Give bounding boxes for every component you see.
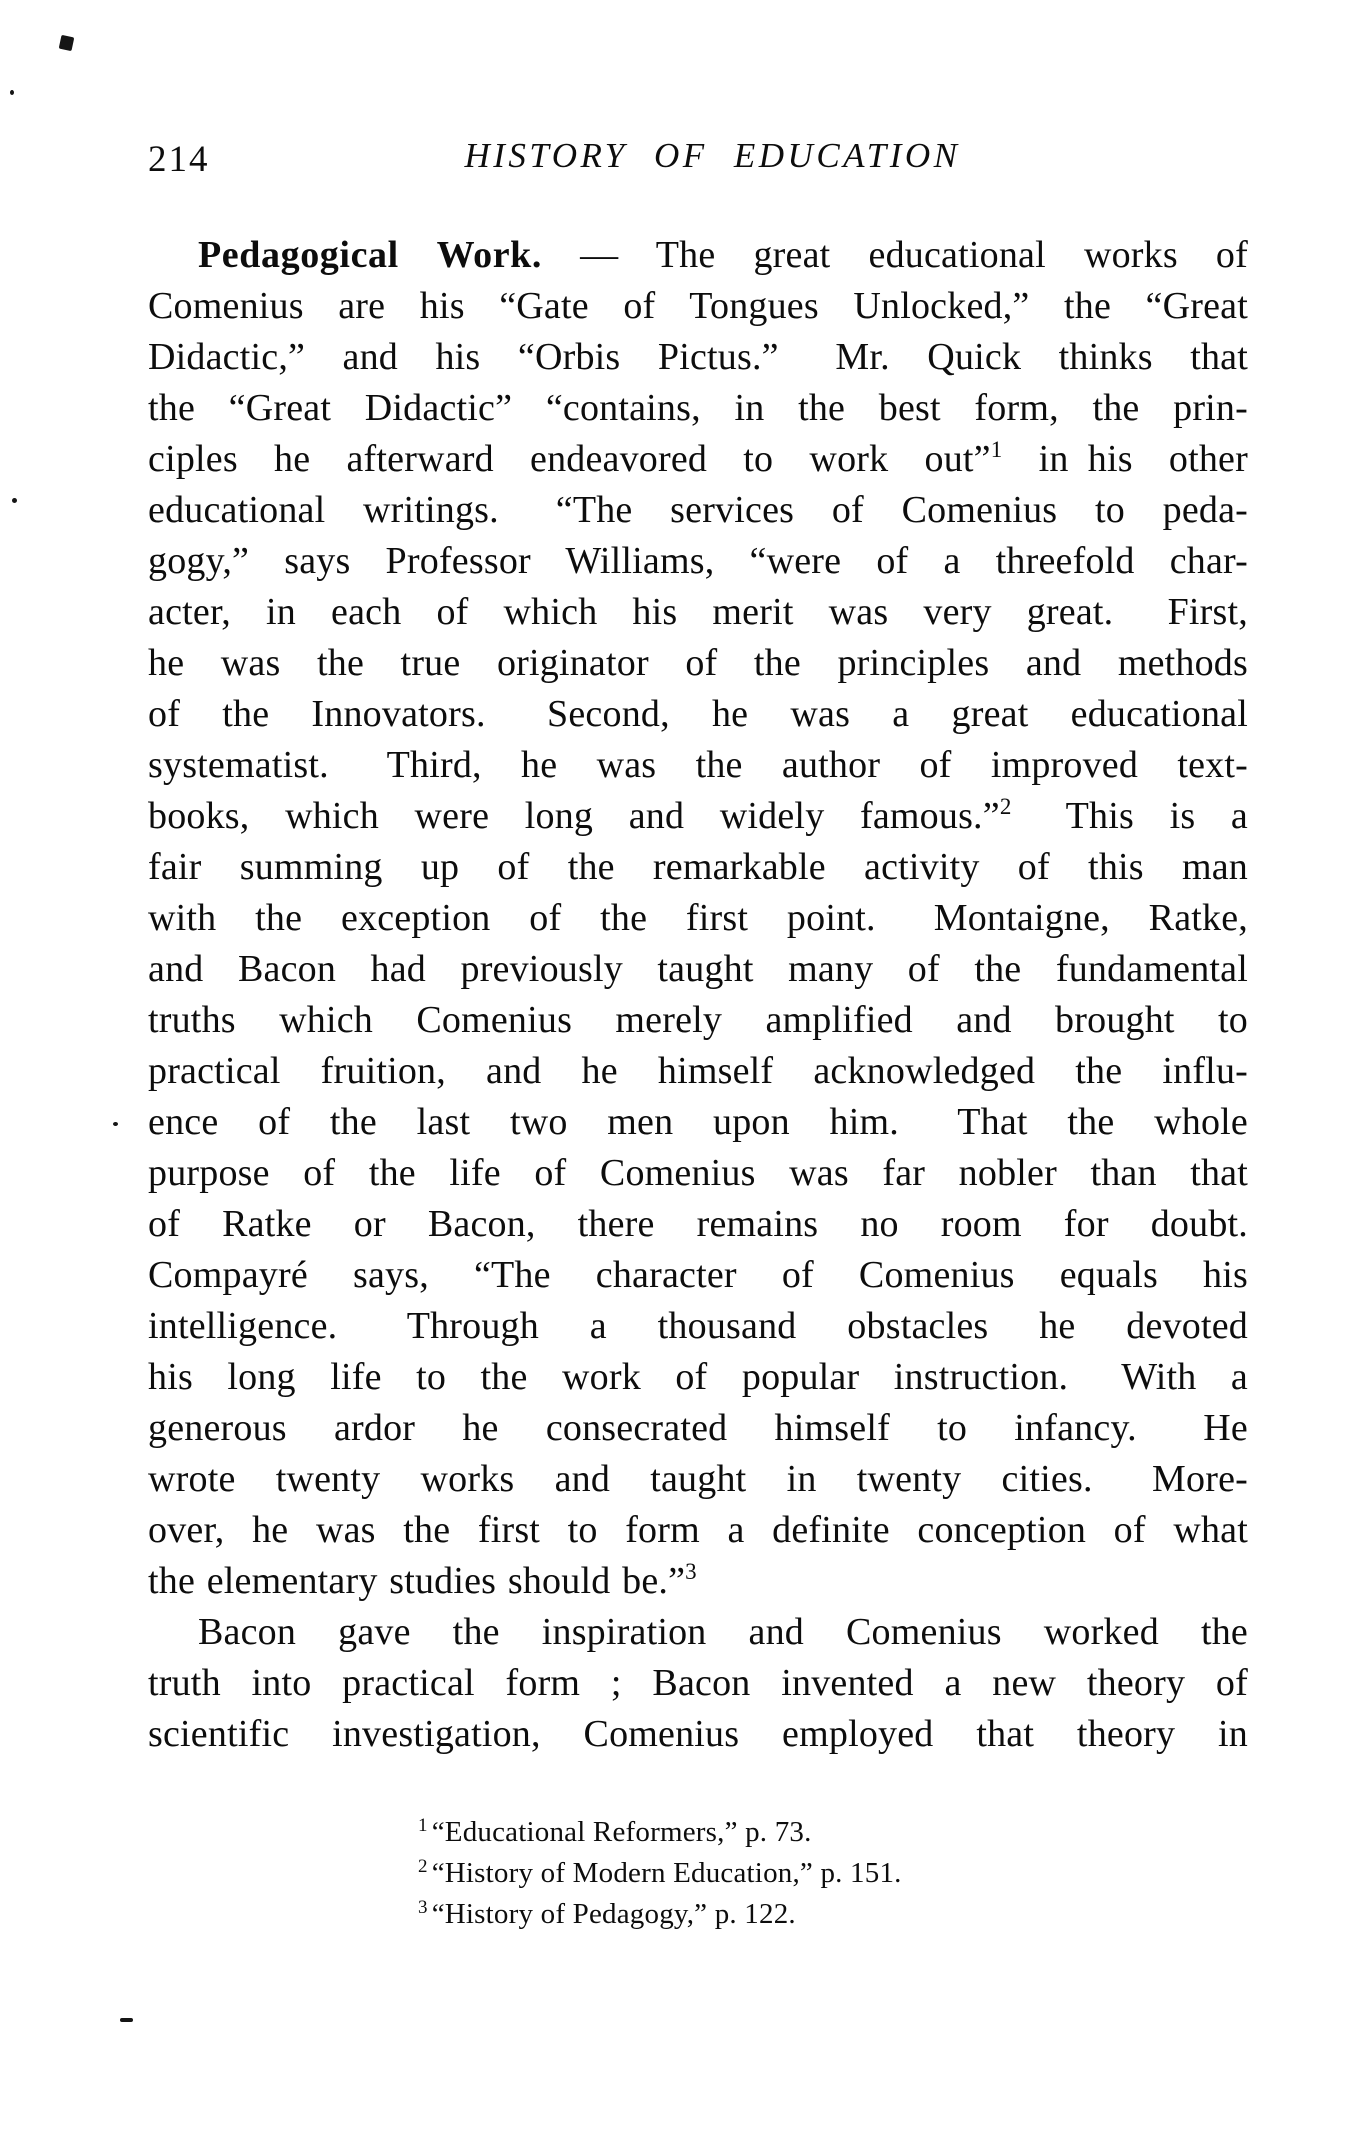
- running-head: HISTORY OF EDUCATION: [464, 136, 961, 175]
- footnote-reference: 2: [999, 794, 1012, 819]
- footnote: $^2$ “History of Modern Education,” p. 151.: [418, 1856, 902, 1889]
- text-line: the elementary studies should be.”$^3$: [148, 1559, 697, 1602]
- footnote-reference: 1: [990, 437, 1003, 462]
- text-line: wrote twenty works and taught in twenty cities. More-: [148, 1458, 1248, 1500]
- text-line: of Ratke or Bacon, there remains no room for doubt.: [148, 1203, 1248, 1245]
- text-line: ciples he afterward endeavored to work out”$^1$ in his other: [148, 437, 1248, 480]
- scan-artifact: [12, 498, 17, 503]
- text-line: truth into practical form ; Bacon invented a new theory of: [148, 1662, 1248, 1704]
- text-line: fair summing up of the remarkable activity of this man: [148, 846, 1248, 888]
- footnote-marker: 1: [418, 1815, 428, 1836]
- text-line: Pedagogical Work. — The great educational works of: [198, 234, 1248, 276]
- footnote: $^3$ “History of Pedagogy,” p. 122.: [418, 1897, 796, 1930]
- page-number: 214: [148, 139, 210, 180]
- scan-artifact: [10, 90, 14, 95]
- text-line: ence of the last two men upon him. That the whole: [148, 1101, 1248, 1143]
- scan-artifact: [59, 35, 75, 51]
- text-line: scientific investigation, Comenius employed that theory in: [148, 1713, 1248, 1755]
- text-line: with the exception of the first point. Montaigne, Ratke,: [148, 897, 1248, 939]
- text-line: Bacon gave the inspiration and Comenius worked the: [198, 1611, 1248, 1653]
- footnote: $^1$ “Educational Reformers,” p. 73.: [418, 1815, 812, 1848]
- text-line: his long life to the work of popular instruction. With a: [148, 1356, 1248, 1398]
- text-line: intelligence. Through a thousand obstacles he devoted: [148, 1305, 1248, 1347]
- paragraph: [148, 230, 1248, 1607]
- text-line: over, he was the first to form a definite conception of what: [148, 1509, 1248, 1551]
- text-line: systematist. Third, he was the author of improved text-: [148, 744, 1248, 786]
- section-heading: Pedagogical Work.: [198, 234, 543, 276]
- scan-artifact: [113, 1122, 118, 1126]
- footnote-marker: 2: [418, 1856, 428, 1877]
- text-line: gogy,” says Professor Williams, “were of a threefold char-: [148, 540, 1248, 582]
- text-line: books, which were long and widely famous.”$^2$ This is a: [148, 794, 1248, 837]
- footnotes: [418, 1812, 902, 1935]
- text-line: practical fruition, and he himself acknowledged the influ-: [148, 1050, 1248, 1092]
- text-line: Comenius are his “Gate of Tongues Unlocked,” the “Great: [148, 285, 1248, 327]
- text-line: Compayré says, “The character of Comenius equals his: [148, 1254, 1248, 1296]
- text-line: educational writings. “The services of Comenius to peda-: [148, 489, 1248, 531]
- paragraph: [148, 1607, 1248, 1760]
- text-line: generous ardor he consecrated himself to infancy. He: [148, 1407, 1248, 1449]
- text-line: of the Innovators. Second, he was a great educational: [148, 693, 1248, 735]
- text-line: Didactic,” and his “Orbis Pictus.” Mr. Quick thinks that: [148, 336, 1248, 378]
- footnote-reference: 3: [685, 1559, 697, 1584]
- text-line: truths which Comenius merely amplified and brought to: [148, 999, 1248, 1041]
- footnote-marker: 3: [418, 1897, 428, 1918]
- text-line: acter, in each of which his merit was very great. First,: [148, 591, 1248, 633]
- scan-artifact: [120, 2018, 133, 2022]
- text-line: he was the true originator of the principles and methods: [148, 642, 1248, 684]
- text-line: the “Great Didactic” “contains, in the best form, the prin-: [148, 387, 1248, 429]
- text-line: purpose of the life of Comenius was far nobler than that: [148, 1152, 1248, 1194]
- page-body: [148, 230, 1248, 1760]
- text-line: and Bacon had previously taught many of the fundamental: [148, 948, 1248, 990]
